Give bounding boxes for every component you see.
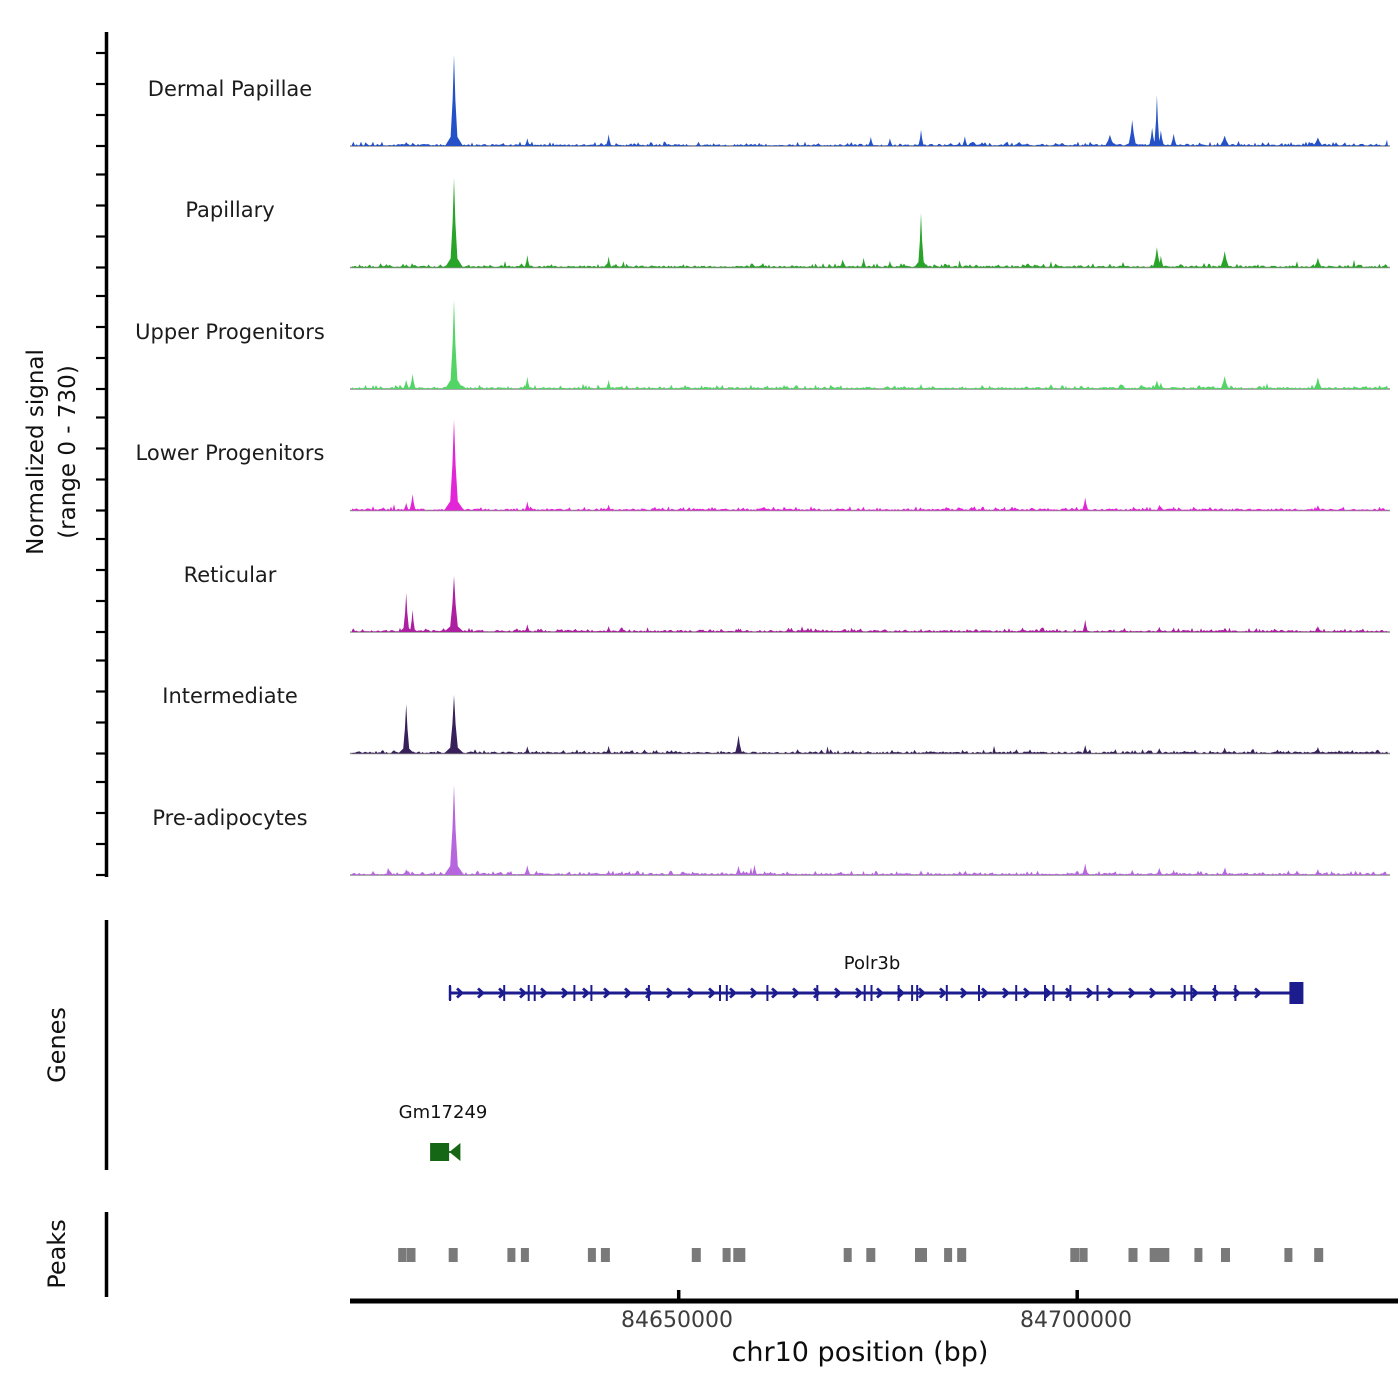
signal-peak [1148,247,1166,267]
track-label-pre-adipocytes: Pre-adipocytes [152,806,308,830]
y-axis-label [20,349,84,555]
peak-interval-box [449,1248,458,1262]
track-label-lower-progenitors: Lower Progenitors [135,441,325,465]
peak-interval-box [1221,1248,1230,1262]
track-label-papillary: Papillary [185,198,275,222]
signal-peak [1078,863,1092,875]
signal-peak [444,576,464,632]
signal-peak [520,865,534,875]
track-label-reticular: Reticular [183,563,277,587]
x-axis-title: chr10 position (bp) [731,1337,989,1368]
strand-arrow-left-icon [449,1143,460,1161]
signal-peak [1167,134,1181,146]
peak-interval-box [507,1248,515,1262]
x-tick-label-84700000: 84700000 [1020,1308,1132,1333]
signal-peak [915,130,927,146]
signal-peak [731,735,747,753]
peak-interval-box [915,1248,927,1262]
x-tick-label-84650000: 84650000 [621,1308,733,1333]
signal-peak [445,178,463,268]
peak-interval-box [1070,1248,1079,1262]
signal-peak [603,134,615,146]
signal-peak [1152,868,1166,875]
peak-interval-box [866,1248,875,1262]
signal-peak [444,695,464,754]
peak-interval-box [407,1248,416,1262]
peak-interval-box [1284,1248,1292,1262]
signal-noise-5 [352,746,1388,754]
signal-peak [444,785,464,875]
peak-interval-box [588,1248,596,1262]
signal-peak [1123,120,1141,146]
signal-peak [445,299,463,389]
track-label-intermediate: Intermediate [162,684,298,708]
signal-peak [1078,498,1092,511]
signal-peak [858,258,870,268]
peak-interval-box [957,1248,966,1262]
track-label-upper-progenitors: Upper Progenitors [135,320,325,344]
signal-peak [398,704,414,754]
peak-interval-box [692,1248,701,1262]
peak-interval-box [601,1248,610,1262]
signal-noise-6 [352,867,1388,875]
signal-noise-3 [352,504,1388,510]
y-axis-label-line2: (range 0 - 730) [55,365,81,539]
gene-label-polr3b: Polr3b [843,953,901,974]
gene-end-exon-box [1289,982,1303,1004]
signal-noise-1 [352,260,1388,268]
signal-peak [1079,620,1091,632]
genes-section-label: Genes [43,1007,71,1083]
track-label-dermal-papillae: Dermal Papillae [147,77,313,101]
y-axis-label-line1: Normalized signal [23,349,49,555]
signal-peak [444,419,464,510]
peak-interval-box [1157,1248,1169,1262]
peak-interval-box [844,1248,852,1262]
signal-peak [1215,251,1235,267]
gene-exon-box-gm17249 [430,1143,449,1161]
signal-peak [884,138,896,146]
peak-interval-box [1150,1248,1158,1262]
peak-interval-box [1314,1248,1323,1262]
peak-interval-box [723,1248,731,1262]
signal-noise-4 [352,626,1388,632]
signal-noise-2 [352,383,1388,389]
peak-interval-box [521,1248,529,1262]
signal-peak [521,377,533,389]
peak-interval-box [1194,1248,1202,1262]
signal-peak [445,55,463,146]
peak-interval-box [1129,1248,1138,1262]
peak-interval-box [733,1248,745,1262]
peak-interval-box [398,1248,406,1262]
peak-interval-box [944,1248,952,1262]
signal-peak [914,213,928,268]
peak-interval-box [1080,1248,1088,1262]
peaks-section-label: Peaks [43,1219,71,1289]
gene-label-gm17249: Gm17249 [398,1102,488,1123]
